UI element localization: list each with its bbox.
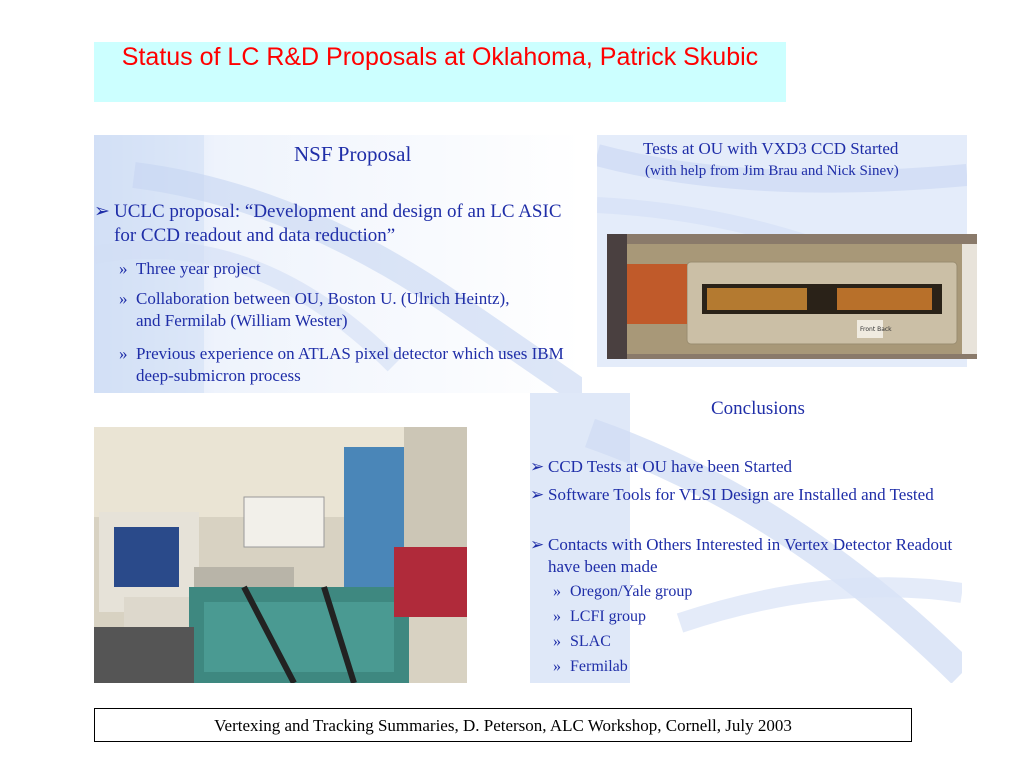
sub-marker: » [119,289,128,308]
conclusion-sub-item: Fermilab [570,658,628,675]
board-label: Front Back [860,326,892,333]
nsf-sub-item: Previous experience on ATLAS pixel detector which uses IBM deep-submicron process [136,344,564,385]
slide-title: Status of LC R&D Proposals at Oklahoma, Patrick Skubic [94,42,786,102]
sub-marker: » [553,583,561,600]
lab-photo [94,427,467,683]
sub-marker: » [119,344,128,363]
arrow-bullet-icon: ➢ [530,535,545,554]
ccd-board-image [607,234,977,359]
conclusion-item: Contacts with Others Interested in Vertex Detector Readout have been made [548,535,953,576]
conclusions-panel [530,393,962,683]
lab-equipment-image [94,427,467,683]
arrow-bullet-icon: ➢ [530,485,545,504]
tests-subheading: (with help from Jim Brau and Nick Sinev) [645,163,899,179]
arrow-bullet-icon: ➢ [530,457,545,476]
conclusions-heading: Conclusions [711,398,805,419]
ccd-photo [607,234,977,359]
sub-marker: » [553,608,561,625]
conclusion-item: Software Tools for VLSI Design are Installed and Tested [548,485,934,504]
nsf-sub-item: Collaboration between OU, Boston U. (Ulrich Heintz), and Fermilab (William Wester) [136,289,510,330]
sub-marker: » [119,259,128,278]
slide-footer: Vertexing and Tracking Summaries, D. Peterson, ALC Workshop, Cornell, July 2003 [94,708,912,742]
sub-marker: » [553,658,561,675]
conclusion-item: CCD Tests at OU have been Started [548,457,793,476]
tests-heading: Tests at OU with VXD3 CCD Started [643,139,899,158]
nsf-sub-item: Three year project [136,259,261,278]
conclusion-sub-item: Oregon/Yale group [570,583,693,600]
conclusion-sub-item: LCFI group [570,608,646,625]
nsf-heading: NSF Proposal [294,142,412,166]
nsf-main-bullet: UCLC proposal: “Development and design of an LC ASIC for CCD readout and data reduction” [114,201,562,246]
sub-marker: » [553,633,561,650]
arrow-bullet-icon: ➢ [94,201,110,222]
conclusion-sub-item: SLAC [570,633,611,650]
nsf-proposal-panel [94,135,582,393]
